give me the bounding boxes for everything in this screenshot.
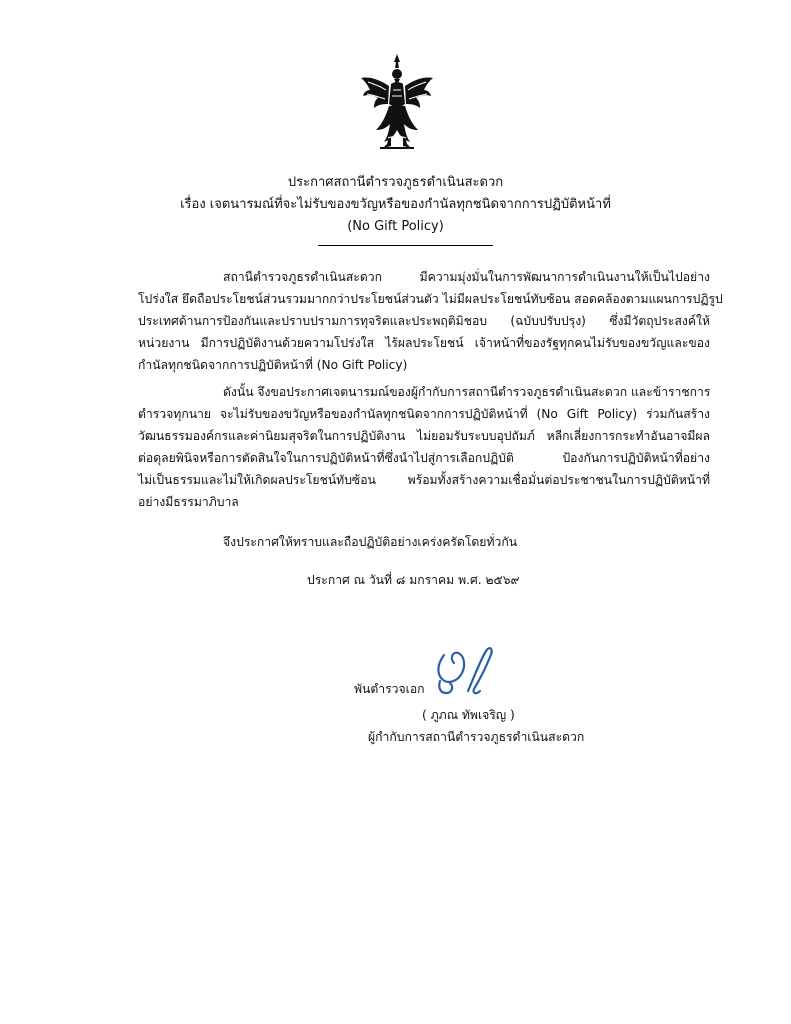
paragraph-line: ประเทศด้านการป้องกันและปราบปรามการทุจริตและประพฤติมิชอบ (ฉบับปรับปรุง) ซึ่งมีวัตถุประสงค์ให้ xyxy=(138,314,710,328)
paragraph-line: วัฒนธรรมองค์กรและค่านิยมสุจริตในการปฏิบัติงาน ไม่ยอมรับระบบอุปถัมภ์ หลีกเลี่ยงการกระทำอันอาจมีผล xyxy=(138,429,710,443)
paragraph-line: ดังนั้น จึงขอประกาศเจตนารมณ์ของผู้กำกับการสถานีตำรวจภูธรดำเนินสะดวก และข้าราชการ xyxy=(223,385,711,399)
signatory-position: ผู้กำกับการสถานีตำรวจภูธรดำเนินสะดวก xyxy=(368,730,585,744)
paragraph-line: กำนัลทุกชนิดจากการปฏิบัติหน้าที่ (No Gift Policy) xyxy=(138,358,408,372)
announcement-date: ประกาศ ณ วันที่ ๘ มกราคม พ.ศ. ๒๕๖๙ xyxy=(307,573,520,587)
header-divider xyxy=(318,245,493,246)
paragraph-line: ตำรวจทุกนาย จะไม่รับของขวัญหรือของกำนัลทุกชนิดจากการปฏิบัติหน้าที่ (No Gift Policy) ร่วมกันสร้าง xyxy=(138,407,710,421)
handwritten-signature xyxy=(428,641,496,699)
paragraph-line: ไม่เป็นธรรมและไม่ให้เกิดผลประโยชน์ทับซ้อน พร้อมทั้งสร้างความเชื่อมั่นต่อประชาชนในการปฏิบัติหน้าที่ xyxy=(138,473,710,487)
paragraph-line: หน่วยงาน มีการปฏิบัติงานด้วยความโปร่งใส ไร้ผลประโยชน์ เจ้าหน้าที่ของรัฐทุกคนไม่รับของขวัญและของ xyxy=(138,336,710,350)
announcement-subtitle: (No Gift Policy) xyxy=(347,219,444,234)
garuda-emblem-icon xyxy=(358,52,436,152)
paragraph-closing: จึงประกาศให้ทราบและถือปฏิบัติอย่างเคร่งครัดโดยทั่วกัน xyxy=(223,535,518,549)
announcement-title: ประกาศสถานีตำรวจภูธรดำเนินสะดวก xyxy=(287,175,504,190)
paragraph-line: ต่อดุลยพินิจหรือการตัดสินใจในการปฏิบัติหน้าที่ซึ่งนำไปสู่การเลือกปฏิบัติ ป้องกันการปฏิบัติหน้าที่อย่าง xyxy=(138,451,710,465)
paragraph-line: โปร่งใส ยึดถือประโยชน์ส่วนรวมมากกว่าประโยชน์ส่วนตัว ไม่มีผลประโยชน์ทับซ้อน สอดคล้องตามแผนการปฏิรูป xyxy=(138,292,723,306)
paragraph-line: อย่างมีธรรมาภิบาล xyxy=(138,495,239,509)
signatory-rank: พันตำรวจเอก xyxy=(354,682,425,696)
announcement-subject: เรื่อง เจตนารมณ์ที่จะไม่รับของขวัญหรือของกำนัลทุกชนิดจากการปฏิบัติหน้าที่ xyxy=(180,197,611,212)
paragraph-line: สถานีตำรวจภูธรดำเนินสะดวก มีความมุ่งมั่นในการพัฒนาการดำเนินงานให้เป็นไปอย่าง xyxy=(223,270,710,284)
signatory-name: ( ภูภณ ทัพเจริญ ) xyxy=(422,708,515,722)
